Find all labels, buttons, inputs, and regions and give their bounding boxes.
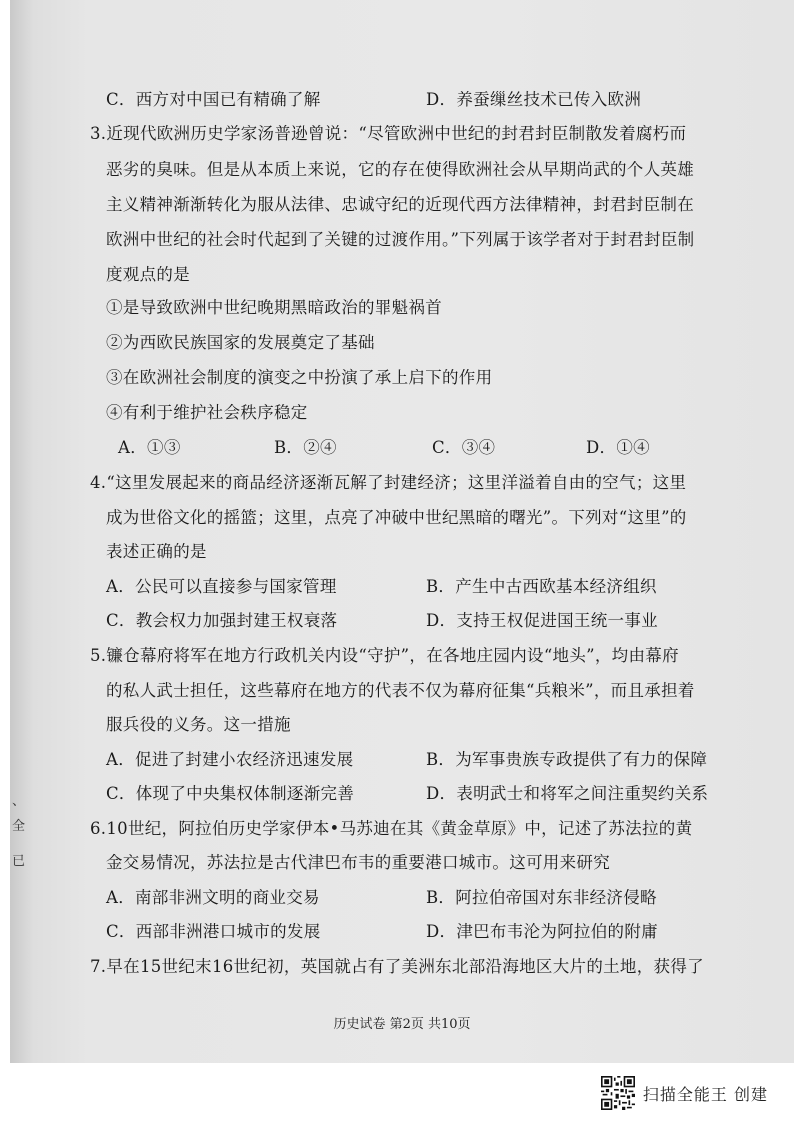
question-stem-line: 5.镰仓幕府将军在地方行政机关内设“守护”，在各地庄园内设“地头”，均由幕府: [90, 646, 679, 665]
question-option: B．阿拉伯帝国对东非经济侵略: [426, 888, 657, 907]
question-stem-line: 的私人武士担任，这些幕府在地方的代表不仅为幕府征集“兵粮米”，而且承担着: [106, 681, 695, 700]
question-option: C．西方对中国已有精确了解: [106, 90, 321, 109]
question-stem-line: 度观点的是: [106, 265, 190, 284]
question-stem-line: 金交易情况，苏法拉是古代津巴布韦的重要港口城市。这可用来研究: [106, 853, 610, 872]
watermark-text: 扫描全能王 创建: [642, 1084, 768, 1104]
question-stem-line: 欧洲中世纪的社会时代起到了关键的过渡作用。”下列属于该学者对于封君封臣制: [106, 230, 695, 249]
question-option: D．支持王权促进国王统一事业: [426, 611, 658, 630]
question-option: C．③④: [432, 438, 496, 457]
statement-item: ④有利于维护社会秩序稳定: [106, 403, 308, 422]
qr-code-icon: [601, 1076, 635, 1110]
question-option: A．南部非洲文明的商业交易: [106, 888, 320, 907]
question-stem-line: 表述正确的是: [106, 542, 207, 561]
question-stem-line: 恶劣的臭味。但是从本质上来说，它的存在使得欧洲社会从早期尚武的个人英雄: [106, 160, 694, 179]
page-footer: 历史试卷 第2页 共10页: [333, 1017, 471, 1032]
question-option: D．养蚕缫丝技术已传入欧洲: [426, 90, 642, 109]
question-option: D．表明武士和将军之间注重契约关系: [426, 784, 709, 803]
statement-item: ①是导致欧洲中世纪晚期黑暗政治的罪魁祸首: [106, 298, 442, 317]
question-option: D．津巴布韦沦为阿拉伯的附庸: [426, 922, 658, 941]
statement-item: ③在欧洲社会制度的演变之中扮演了承上启下的作用: [106, 368, 493, 387]
statement-item: ②为西欧民族国家的发展奠定了基础: [106, 333, 375, 352]
side-mark: 、: [12, 794, 26, 809]
question-option: C．西部非洲港口城市的发展: [106, 922, 321, 941]
question-option: D．①④: [586, 438, 650, 457]
side-mark: 已: [12, 854, 26, 869]
question-option: A．促进了封建小农经济迅速发展: [106, 750, 354, 769]
question-option: A．①③: [118, 438, 181, 457]
question-option: C．教会权力加强封建王权衰落: [106, 611, 338, 630]
question-stem-line: 成为世俗文化的摇篮；这里，点亮了冲破中世纪黑暗的曙光”。下列对“这里”的: [106, 508, 687, 527]
question-stem-line: 4.“这里发展起来的商品经济逐渐瓦解了封建经济；这里洋溢着自由的空气；这里: [90, 473, 687, 492]
side-mark: 全: [12, 819, 26, 834]
question-option: B．②④: [274, 438, 337, 457]
question-stem-line: 主义精神渐渐转化为服从法律、忠诚守纪的近现代西方法律精神，封君封臣制在: [106, 195, 694, 214]
question-option: B．为军事贵族专政提供了有力的保障: [426, 750, 708, 769]
question-stem-line: 3.近现代欧洲历史学家汤普逊曾说：“尽管欧洲中世纪的封君封臣制散发着腐朽而: [90, 124, 687, 143]
question-stem-line: 6.10世纪，阿拉伯历史学家伊本•马苏迪在其《黄金草原》中，记述了苏法拉的黄: [90, 819, 693, 838]
exam-page: [10, 0, 794, 1063]
question-stem-line: 服兵役的义务。这一措施: [106, 715, 291, 734]
question-option: A．公民可以直接参与国家管理: [106, 577, 337, 596]
question-stem-line: 7.早在15世纪末16世纪初，英国就占有了美洲东北部沿海地区大片的土地，获得了: [90, 957, 704, 976]
question-option: B．产生中古西欧基本经济组织: [426, 577, 657, 596]
question-option: C．体现了中央集权体制逐渐完善: [106, 784, 355, 803]
scanner-watermark: [601, 1076, 768, 1110]
